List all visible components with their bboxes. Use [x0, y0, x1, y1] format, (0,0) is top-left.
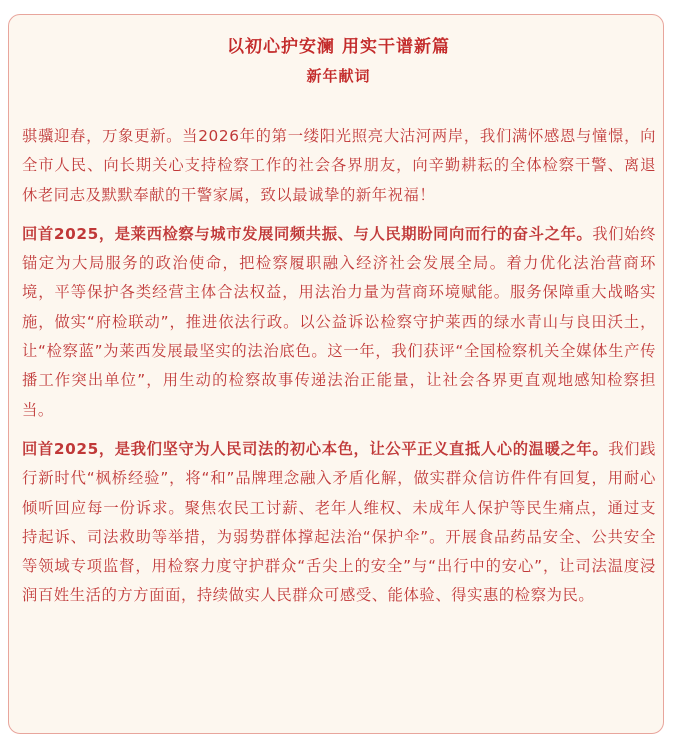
paragraph-struggle-year	[22, 220, 656, 425]
paragraph-text: 我们践行新时代“枫桥经验”，将“和”品牌理念融入矛盾化解，做实群众信访件件有回复，用耐心倾听回应每一份诉求。聚焦农民工讨薪、老年人维权、未成年人保护等民生痛点，通过支持起诉、司法救助等举措，为弱势群体撑起法治“保护伞”。开展食品药品安全、公共安全等领域专项监督，用检察力度守护群众“舌尖上的安全”与“出行中的安心”，让司法温度浸润百姓生活的方方面面，持续做实人民群众可感受、能体验、得实惠的检察为民。	[22, 439, 656, 605]
paragraph-text: 骐骥迎春，万象更新。当2026年的第一缕阳光照亮大沽河两岸，我们满怀感恩与憧憬，向全市人民、向长期关心支持检察工作的社会各界朋友，向辛勤耕耘的全体检察干警、离退休老同志及默默奉献的干警家属，致以最诚挚的新年祝福！	[22, 127, 656, 204]
paragraph-lead: 回首2025，是莱西检察与城市发展同频共振、与人民期盼同向而行的奋斗之年。	[22, 224, 593, 243]
article-body	[22, 122, 656, 621]
paragraph-greeting	[22, 122, 656, 210]
paragraph-lead: 回首2025，是我们坚守为人民司法的初心本色，让公平正义直抵人心的温暖之年。	[22, 439, 609, 458]
article-title: 以初心护安澜 用实干谱新篇	[227, 37, 450, 57]
paragraph-text: 我们始终锚定为大局服务的政治使命，把检察履职融入经济社会发展全局。着力优化法治营商环境，平等保护各类经营主体合法权益，用法治力量为营商环境赋能。服务保障重大战略实施，做实“府检联动”，推进依法行政。以公益诉讼检察守护莱西的绿水青山与良田沃土，让“检察蓝”为莱西发展最坚实的法治底色。这一年，我们获评“全国检察机关全媒体生产传播工作突出单位”，用生动的检察故事传递法治正能量，让社会各界更直观地感知检察担当。	[22, 224, 656, 419]
paragraph-warm-year	[22, 435, 656, 611]
article-subtitle: 新年献词	[306, 67, 371, 85]
